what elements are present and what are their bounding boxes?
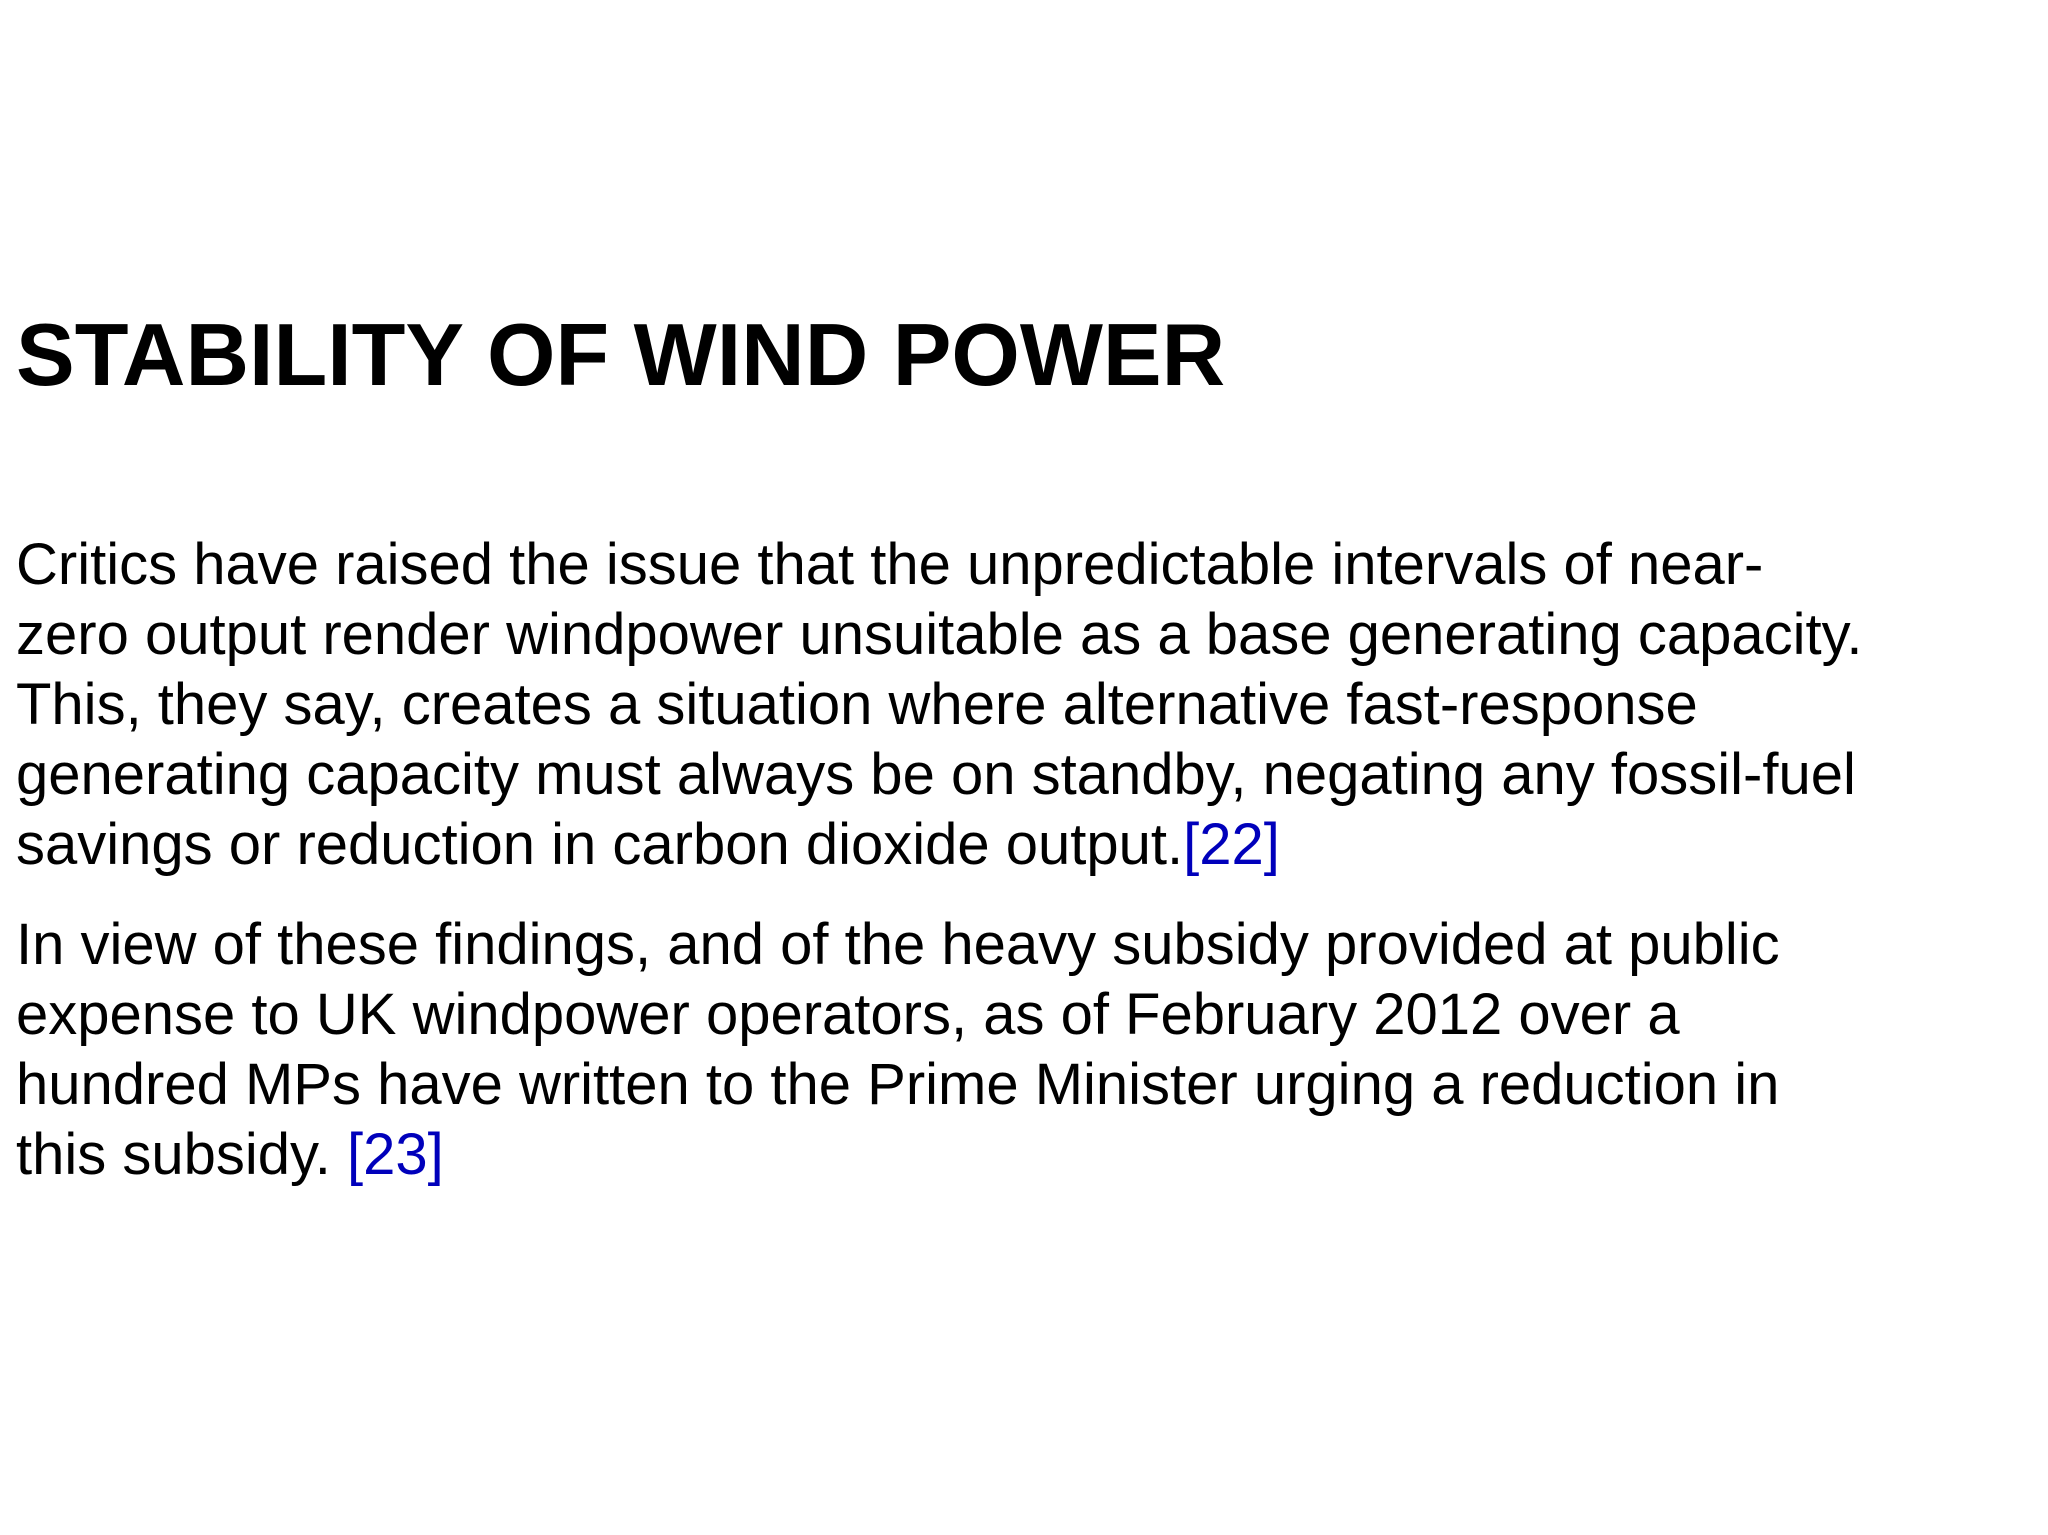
paragraph-1-line-2: zero output render windpower unsuitable as a base generating capacity. [16, 602, 1863, 667]
paragraph-1-line-4: generating capacity must always be on standby, negating any fossil-fuel [16, 742, 1856, 807]
paragraph-1-line-5: savings or reduction in carbon dioxide output. [16, 812, 1184, 877]
paragraph-2-line-3: hundred MPs have written to the Prime Minister urging a reduction in [16, 1052, 1780, 1117]
slide-body [16, 530, 2026, 1220]
paragraph-2 [16, 910, 2026, 1190]
reference-link-22[interactable]: [22] [1183, 812, 1280, 877]
paragraph-2-line-1: In view of these findings, and of the heavy subsidy provided at public [16, 912, 1780, 977]
paragraph-2-line-2: expense to UK windpower operators, as of February 2012 over a [16, 982, 1680, 1047]
reference-link-23[interactable]: [23] [346, 1122, 444, 1187]
paragraph-1-line-1: Critics have raised the issue that the unpredictable intervals of near- [16, 532, 1764, 597]
paragraph-1-line-3: This, they say, creates a situation where alternative fast-response [16, 672, 1698, 737]
paragraph-2-line-4: this subsidy. [16, 1122, 347, 1187]
slide-title: STABILITY OF WIND POWER [16, 305, 1226, 404]
paragraph-1 [16, 530, 2026, 880]
